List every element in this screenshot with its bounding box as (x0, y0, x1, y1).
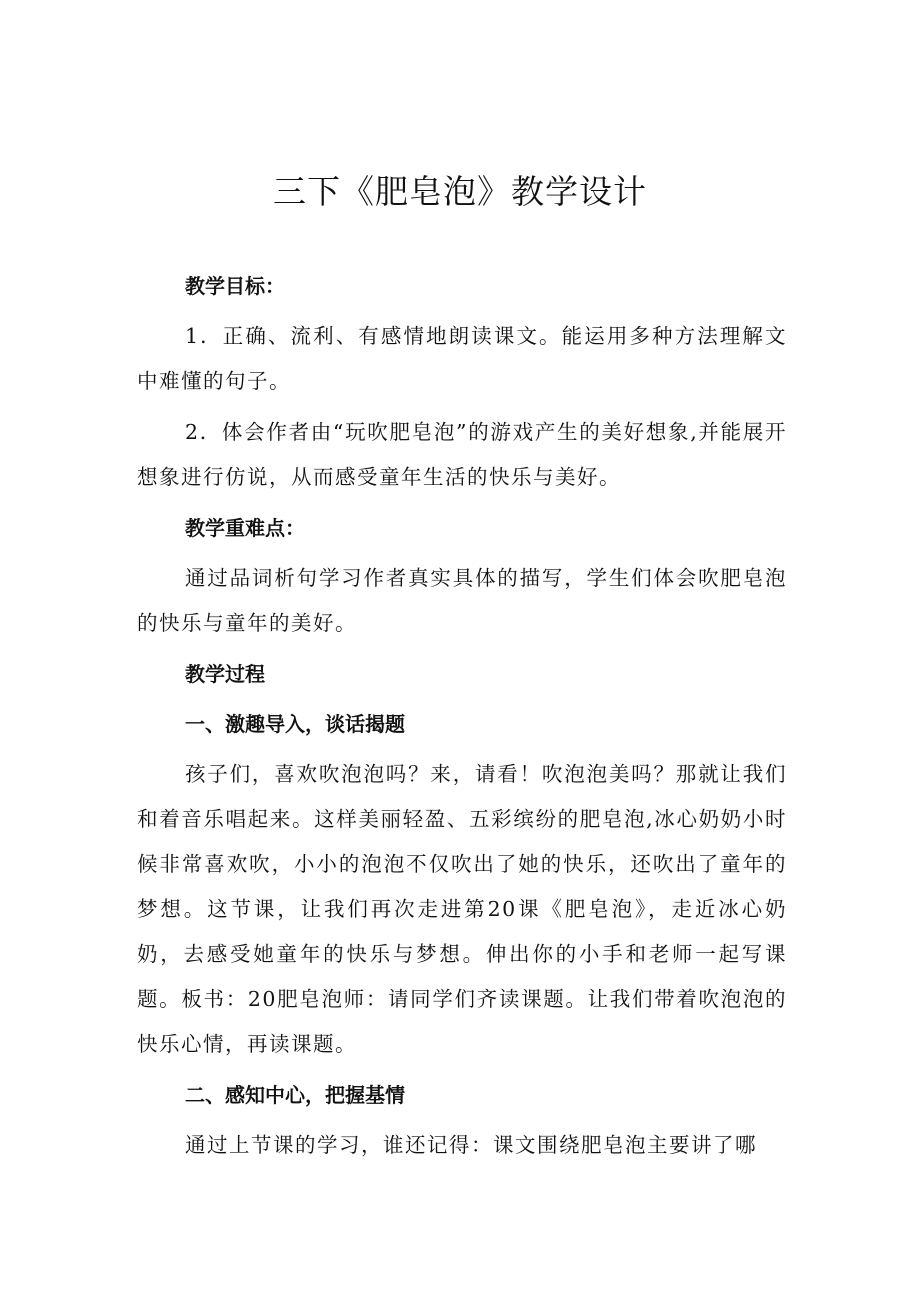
goal-1-paragraph: 1．正确、流利、有感情地朗读课文。能运用多种方法理解文中难懂的句子。 (137, 324, 787, 393)
goals-heading: 教学目标： (185, 274, 285, 298)
document-body (137, 264, 787, 1168)
document-title: 三下《肥皂泡》教学设计 (273, 172, 647, 211)
key-points-heading: 教学重难点： (185, 516, 305, 540)
key-points-paragraph: 通过品词析句学习作者真实具体的描写，学生们体会吹肥皂泡的快乐与童年的美好。 (137, 566, 787, 635)
part2-paragraph: 通过上节课的学习，谁还记得：课文围绕肥皂泡主要讲了哪 (185, 1133, 757, 1157)
part2-heading: 二、感知中心，把握基情 (185, 1083, 405, 1107)
goal-2-paragraph: 2．体会作者由“玩吹肥皂泡”的游戏产生的美好想象,并能展开想象进行仿说，从而感受童年生活的快乐与美好。 (137, 420, 787, 489)
part1-paragraph: 孩子们，喜欢吹泡泡吗？来，请看！吹泡泡美吗？那就让我们和着音乐唱起来。这样美丽轻盈、五彩缤纷的肥皂泡,冰心奶奶小时候非常喜欢吹，小小的泡泡不仅吹出了她的快乐，还吹出了童年的梦想。这节课，让我们再次走进第20课《肥皂泡》，走近冰心奶奶，去感受她童年的快乐与梦想。伸出你的小手和老师一起写课题。板书：20肥皂泡师：请同学们齐读课题。让我们带着吹泡泡的快乐心情，再读课题。 (137, 762, 787, 1056)
process-heading: 教学过程 (185, 662, 265, 686)
part1-heading: 一、激趣导入，谈话揭题 (185, 712, 405, 736)
